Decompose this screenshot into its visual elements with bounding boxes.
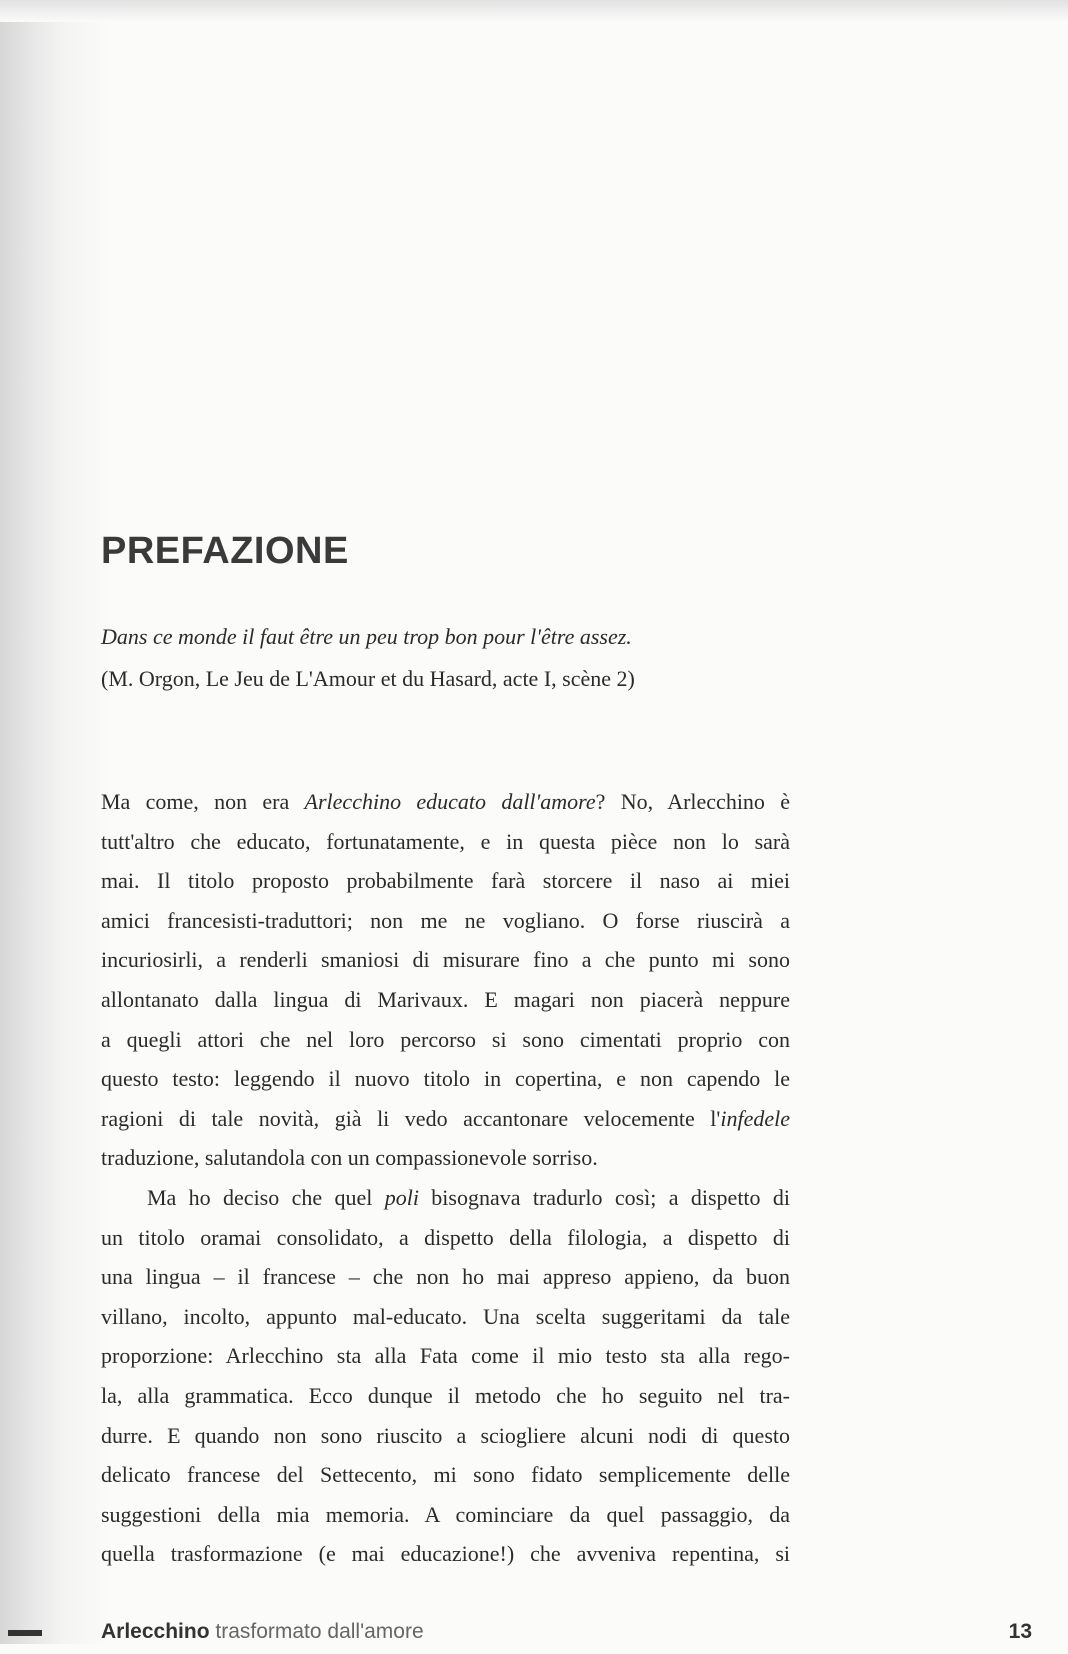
body-text (101, 782, 790, 1574)
text-segment: villano, incolto, appunto mal-educato. Una scelta suggeritami da tale (101, 1303, 790, 1329)
chapter-heading: PREFAZIONE (101, 530, 349, 572)
text-segment: una lingua – il francese – che non ho mai appreso appieno, da buon (101, 1264, 790, 1290)
text-segment: suggestioni della mia memoria. A cominciare da quel passaggio, da (101, 1501, 790, 1527)
epigraph-source: (M. Orgon, Le Jeu de L'Amour et du Hasard, acte I, scène 2) (101, 666, 635, 691)
text-segment: mai. Il titolo proposto probabilmente farà storcere il naso ai miei (101, 868, 790, 894)
page-top-shadow (0, 0, 1068, 22)
page-number: 13 (1008, 1620, 1032, 1643)
text-line (101, 1416, 790, 1456)
text-segment: ragioni di tale novità, già li vedo accantonare velocemente l' (101, 1105, 721, 1131)
text-segment: durre. E quando non sono riuscito a sciogliere alcuni nodi di questo (101, 1422, 790, 1448)
page-footer (0, 1620, 1068, 1654)
running-title-bold: Arlecchino (101, 1620, 210, 1643)
text-line (101, 980, 790, 1020)
italic-text: Arlecchino educato dall'amore (304, 789, 596, 814)
footer-dash (8, 1630, 42, 1636)
text-line (101, 1336, 790, 1376)
text-line (101, 1257, 790, 1297)
text-segment: delicato francese del Settecento, mi sono fidato semplicemente delle (101, 1462, 790, 1488)
text-segment: amici francesisti-traduttori; non me ne vogliano. O forse riuscirà a (101, 907, 790, 933)
text-line (101, 1059, 790, 1099)
text-line (101, 822, 790, 862)
text-line (101, 1534, 790, 1574)
text-line (101, 861, 790, 901)
text-segment: ? No, Arlecchino è (595, 789, 791, 814)
text-segment: a quegli attori che nel loro percorso si sono cimentati proprio con (101, 1026, 790, 1052)
text-line (101, 1218, 790, 1258)
text-segment: un titolo oramai consolidato, a dispetto della filologia, a dispetto di (101, 1224, 790, 1250)
text-line (101, 901, 790, 941)
text-line (101, 1455, 790, 1495)
text-segment: la, alla grammatica. Ecco dunque il metodo che ho seguito nel tra- (101, 1382, 790, 1408)
italic-text: poli (384, 1184, 419, 1210)
running-title-light: trasformato dall'amore (209, 1620, 424, 1643)
text-line (101, 1099, 790, 1139)
page-gutter-shadow (0, 0, 110, 1644)
italic-text: infedele (720, 1105, 790, 1131)
text-segment: incuriosirli, a renderli smaniosi di misurare fino a che punto mi sono (101, 947, 790, 973)
text-line (101, 782, 790, 822)
text-line (101, 1178, 790, 1218)
text-segment: bisognava tradurlo così; a dispetto di (418, 1184, 791, 1210)
text-segment: questo testo: leggendo il nuovo titolo in copertina, e non capendo le (101, 1066, 790, 1092)
text-line (101, 940, 790, 980)
text-line (101, 1020, 790, 1060)
text-segment: Ma ho deciso che quel (147, 1184, 385, 1210)
text-segment: quella trasformazione (e mai educazione!) che avveniva repentina, si (101, 1541, 790, 1567)
text-segment: proporzione: Arlecchino sta alla Fata come il mio testo sta alla rego- (101, 1343, 790, 1369)
text-line (101, 1138, 790, 1178)
text-line (101, 1495, 790, 1535)
text-segment: allontanato dalla lingua di Marivaux. E magari non piacerà neppure (101, 986, 790, 1012)
text-line (101, 1297, 790, 1337)
text-segment: Ma come, non era (101, 789, 305, 814)
text-segment: traduzione, salutandola con un compassionevole sorriso. (101, 1145, 598, 1171)
running-title (101, 1620, 424, 1644)
text-segment: tutt'altro che educato, fortunatamente, e in questa pièce non lo sarà (101, 828, 790, 854)
text-line (101, 1376, 790, 1416)
epigraph-quote: Dans ce monde il faut être un peu trop bon pour l'être assez. (101, 624, 632, 649)
